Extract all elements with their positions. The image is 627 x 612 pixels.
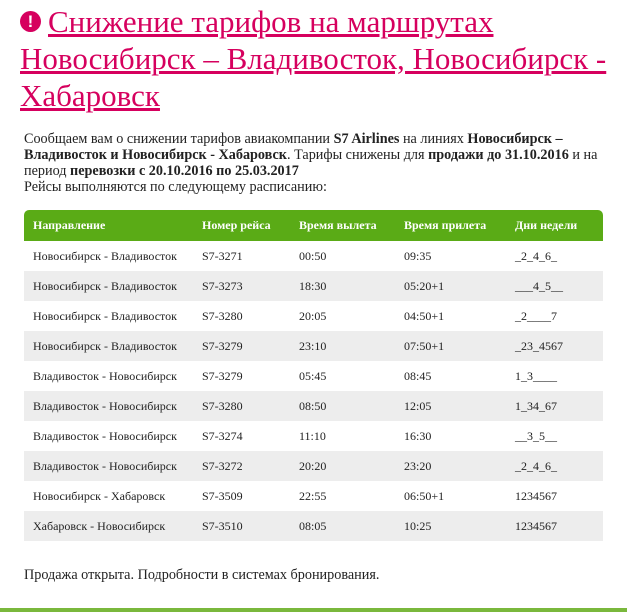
cell-weekdays: __3_5__ xyxy=(515,428,557,443)
intro-paragraph xyxy=(24,131,604,195)
table-row xyxy=(24,241,603,271)
sale-period: продажи до 31.10.2016 xyxy=(428,147,569,163)
table-row xyxy=(24,361,603,391)
cell-weekdays: _23_4567 xyxy=(515,338,563,353)
column-header-departure-time: Время вылета xyxy=(299,218,377,232)
footer-note: Продажа открыта. Подробности в системах бронирования. xyxy=(24,567,380,583)
page-title xyxy=(20,3,620,114)
bottom-divider xyxy=(0,608,627,612)
cell-weekdays: _2_4_6_ xyxy=(515,248,557,263)
cell-flight-number: S7-3280 xyxy=(202,308,243,323)
table-row xyxy=(24,391,603,421)
cell-flight-number: S7-3509 xyxy=(202,488,243,503)
route-name: Новосибирск – Владивосток xyxy=(24,131,563,163)
travel-period: перевозки с 20.10.2016 по 25.03.2017 xyxy=(70,163,299,179)
cell-arrival: 12:05 xyxy=(404,398,432,413)
cell-departure: 18:30 xyxy=(299,278,327,293)
column-header-arrival-time: Время прилета xyxy=(404,218,487,232)
intro-text: Сообщаем вам о снижении тарифов авиакомпании xyxy=(24,131,334,147)
intro-text: на линиях xyxy=(399,131,468,147)
cell-direction: Владивосток - Новосибирск xyxy=(33,458,177,473)
cell-arrival: 23:20 xyxy=(404,458,432,473)
cell-flight-number: S7-3271 xyxy=(202,248,243,263)
intro-text: и на период xyxy=(24,147,598,179)
cell-arrival: 04:50+1 xyxy=(404,308,445,323)
cell-departure: 22:55 xyxy=(299,488,327,503)
cell-departure: 00:50 xyxy=(299,248,327,263)
cell-flight-number: S7-3280 xyxy=(202,398,243,413)
exclamation-circle-icon: ! xyxy=(20,11,41,32)
cell-arrival: 08:45 xyxy=(404,368,432,383)
cell-direction: Новосибирск - Владивосток xyxy=(33,338,177,353)
cell-direction: Новосибирск - Владивосток xyxy=(33,308,177,323)
header-row xyxy=(24,210,603,241)
cell-arrival: 16:30 xyxy=(404,428,432,443)
route-name: Новосибирск - Хабаровск xyxy=(122,147,287,163)
column-header-direction: Направление xyxy=(33,218,106,232)
cell-departure: 20:05 xyxy=(299,308,327,323)
cell-weekdays: _2_4_6_ xyxy=(515,458,557,473)
cell-departure: 11:10 xyxy=(299,428,326,443)
cell-direction: Новосибирск - Владивосток xyxy=(33,248,177,263)
table-row xyxy=(24,481,603,511)
schedule-table-header xyxy=(24,210,603,241)
schedule-table-body xyxy=(24,241,603,541)
intro-text: и xyxy=(106,147,123,163)
cell-departure: 05:45 xyxy=(299,368,327,383)
cell-weekdays: 1_34_67 xyxy=(515,398,557,413)
column-header-weekdays: Дни недели xyxy=(515,218,578,232)
cell-flight-number: S7-3272 xyxy=(202,458,243,473)
cell-arrival: 05:20+1 xyxy=(404,278,445,293)
cell-arrival: 07:50+1 xyxy=(404,338,445,353)
schedule-intro: Рейсы выполняются по следующему расписанию: xyxy=(24,179,327,195)
cell-flight-number: S7-3510 xyxy=(202,518,243,533)
table-row xyxy=(24,331,603,361)
airline-name: S7 Airlines xyxy=(333,131,400,147)
cell-weekdays: 1_3____ xyxy=(515,368,557,383)
cell-flight-number: S7-3279 xyxy=(202,368,243,383)
cell-direction: Новосибирск - Хабаровск xyxy=(33,488,166,503)
cell-arrival: 10:25 xyxy=(404,518,432,533)
cell-flight-number: S7-3274 xyxy=(202,428,243,443)
cell-direction: Владивосток - Новосибирск xyxy=(33,398,177,413)
cell-departure: 20:20 xyxy=(299,458,327,473)
cell-weekdays: _2____7 xyxy=(515,308,557,323)
cell-direction: Новосибирск - Владивосток xyxy=(33,278,177,293)
cell-weekdays: 1234567 xyxy=(515,518,557,533)
headline-link[interactable]: Снижение тарифов на маршрутах Новосибирск – Владивосток, Новосибирск - Хабаровск xyxy=(20,4,607,113)
cell-departure: 23:10 xyxy=(299,338,327,353)
cell-arrival: 06:50+1 xyxy=(404,488,445,503)
cell-weekdays: 1234567 xyxy=(515,488,557,503)
table-row xyxy=(24,271,603,301)
cell-weekdays: ___4_5__ xyxy=(515,278,563,293)
cell-arrival: 09:35 xyxy=(404,248,432,263)
table-row xyxy=(24,511,603,541)
cell-departure: 08:05 xyxy=(299,518,327,533)
table-row xyxy=(24,451,603,481)
column-header-flight-number: Номер рейса xyxy=(202,218,271,232)
intro-text: . Тарифы снижены для xyxy=(286,147,429,163)
cell-direction: Владивосток - Новосибирск xyxy=(33,428,177,443)
cell-flight-number: S7-3273 xyxy=(202,278,243,293)
cell-flight-number: S7-3279 xyxy=(202,338,243,353)
table-row xyxy=(24,301,603,331)
table-row xyxy=(24,421,603,451)
schedule-table xyxy=(24,210,603,541)
cell-direction: Хабаровск - Новосибирск xyxy=(33,518,166,533)
cell-departure: 08:50 xyxy=(299,398,327,413)
cell-direction: Владивосток - Новосибирск xyxy=(33,368,177,383)
